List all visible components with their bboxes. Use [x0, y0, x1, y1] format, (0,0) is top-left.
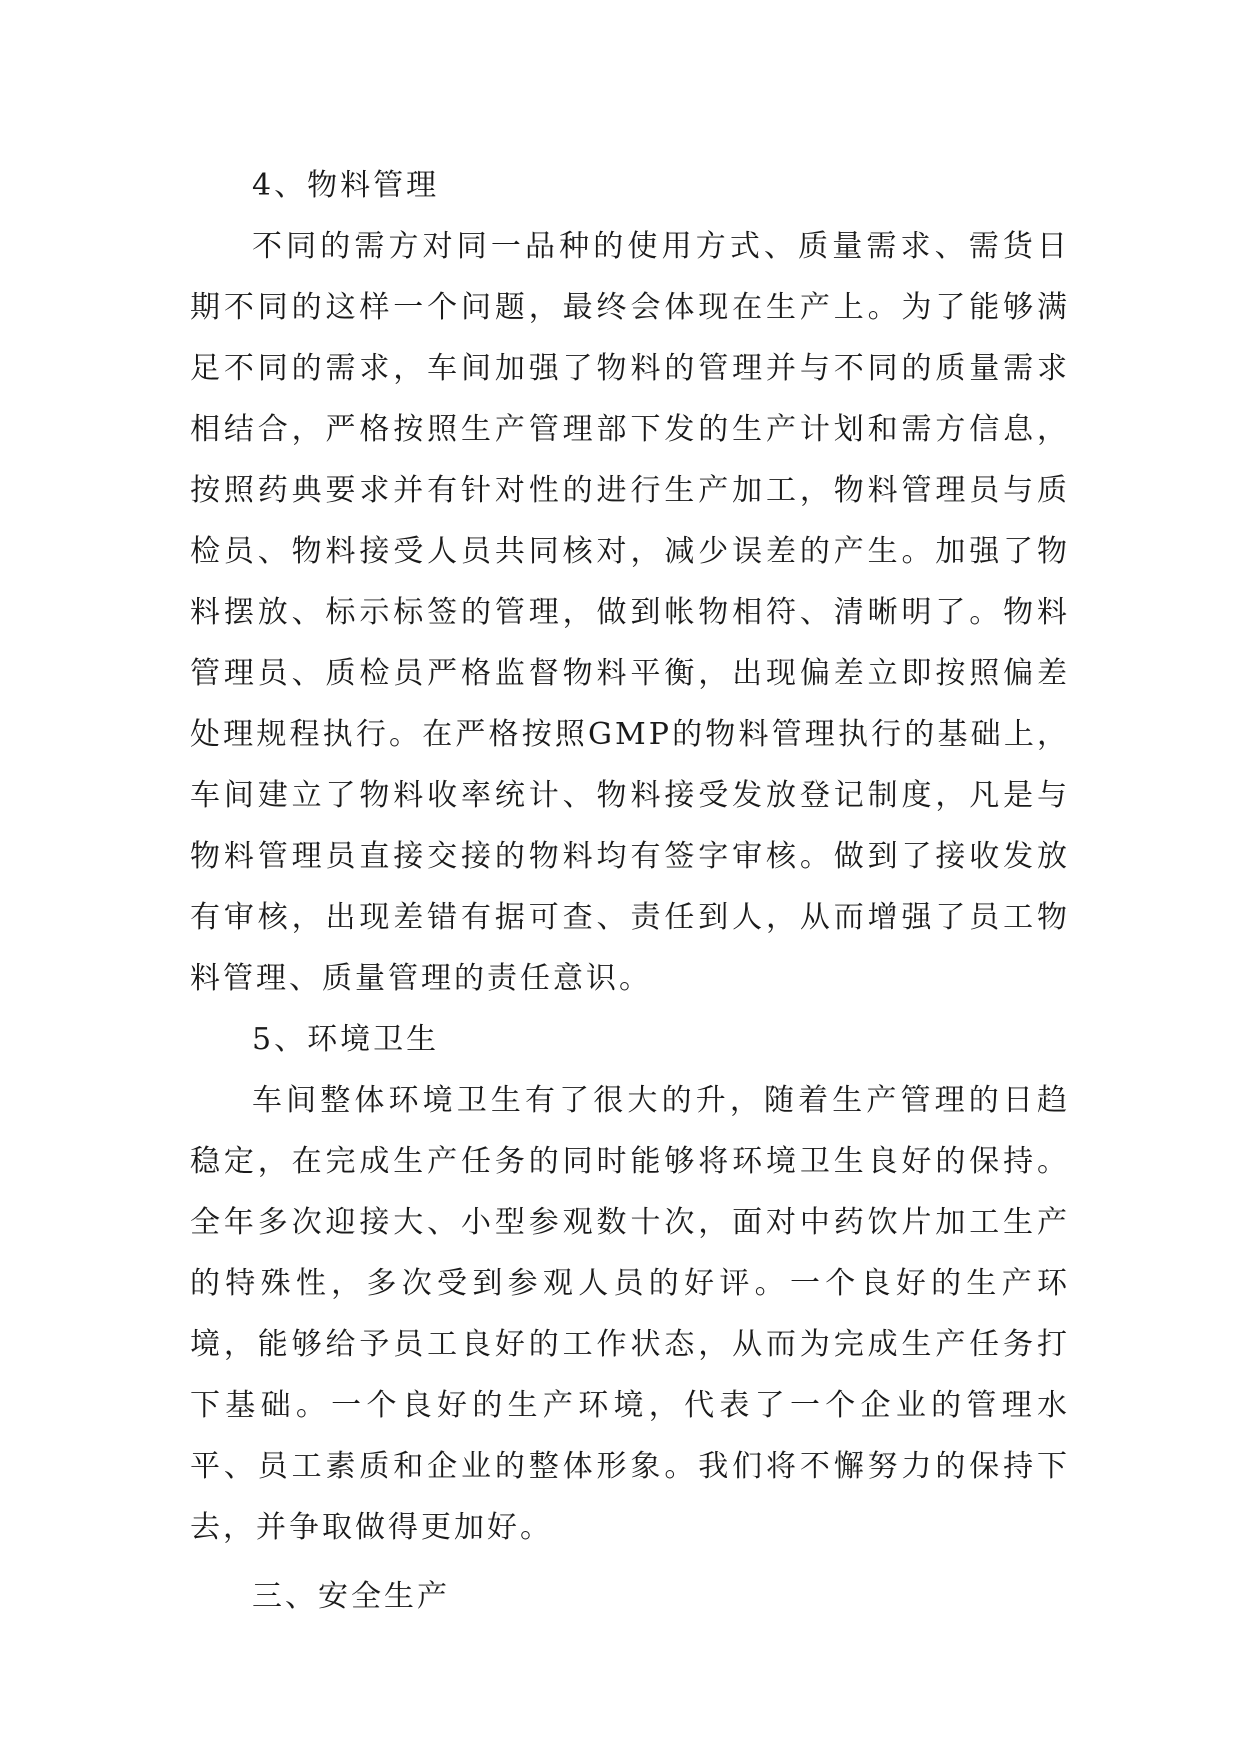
section-heading-safe-production: 三、安全生产	[252, 1579, 450, 1614]
paragraph-environment-hygiene: 车间整体环境卫生有了很大的升，随着生产管理的日趋稳定，在完成生产任务的同时能够将环境卫生良好的保持。全年多次迎接大、小型参观数十次，面对中药饮片加工生产的特殊性，多次受到参观人员的好评。一个良好的生产环境，能够给予员工良好的工作状态，从而为完成生产任务打下基础。一个良好的生产环境，代表了一个企业的管理水平、员工素质和企业的整体形象。我们将不懈努力的保持下去，并争取做得更加好。	[190, 1083, 1070, 1545]
paragraph-material-management: 不同的需方对同一品种的使用方式、质量需求、需货日期不同的这样一个问题，最终会体现在生产上。为了能够满足不同的需求，车间加强了物料的管理并与不同的质量需求相结合，严格按照生产管理部下发的生产计划和需方信息，按照药典要求并有针对性的进行生产加工，物料管理员与质检员、物料接受人员共同核对，减少误差的产生。加强了物料摆放、标示标签的管理，做到帐物相符、清晰明了。物料管理员、质检员严格监督物料平衡，出现偏差立即按照偏差处理规程执行。在严格按照GMP的物料管理执行的基础上，车间建立了物料收率统计、物料接受发放登记制度，凡是与物料管理员直接交接的物料均有签字审核。做到了接收发放有审核，出现差错有据可查、责任到人，从而增强了员工物料管理、质量管理的责任意识。	[190, 229, 1070, 996]
section-heading-material-management: 4、物料管理	[252, 168, 440, 203]
section-heading-environment-hygiene: 5、环境卫生	[252, 1022, 440, 1057]
document-body	[190, 155, 1070, 1627]
